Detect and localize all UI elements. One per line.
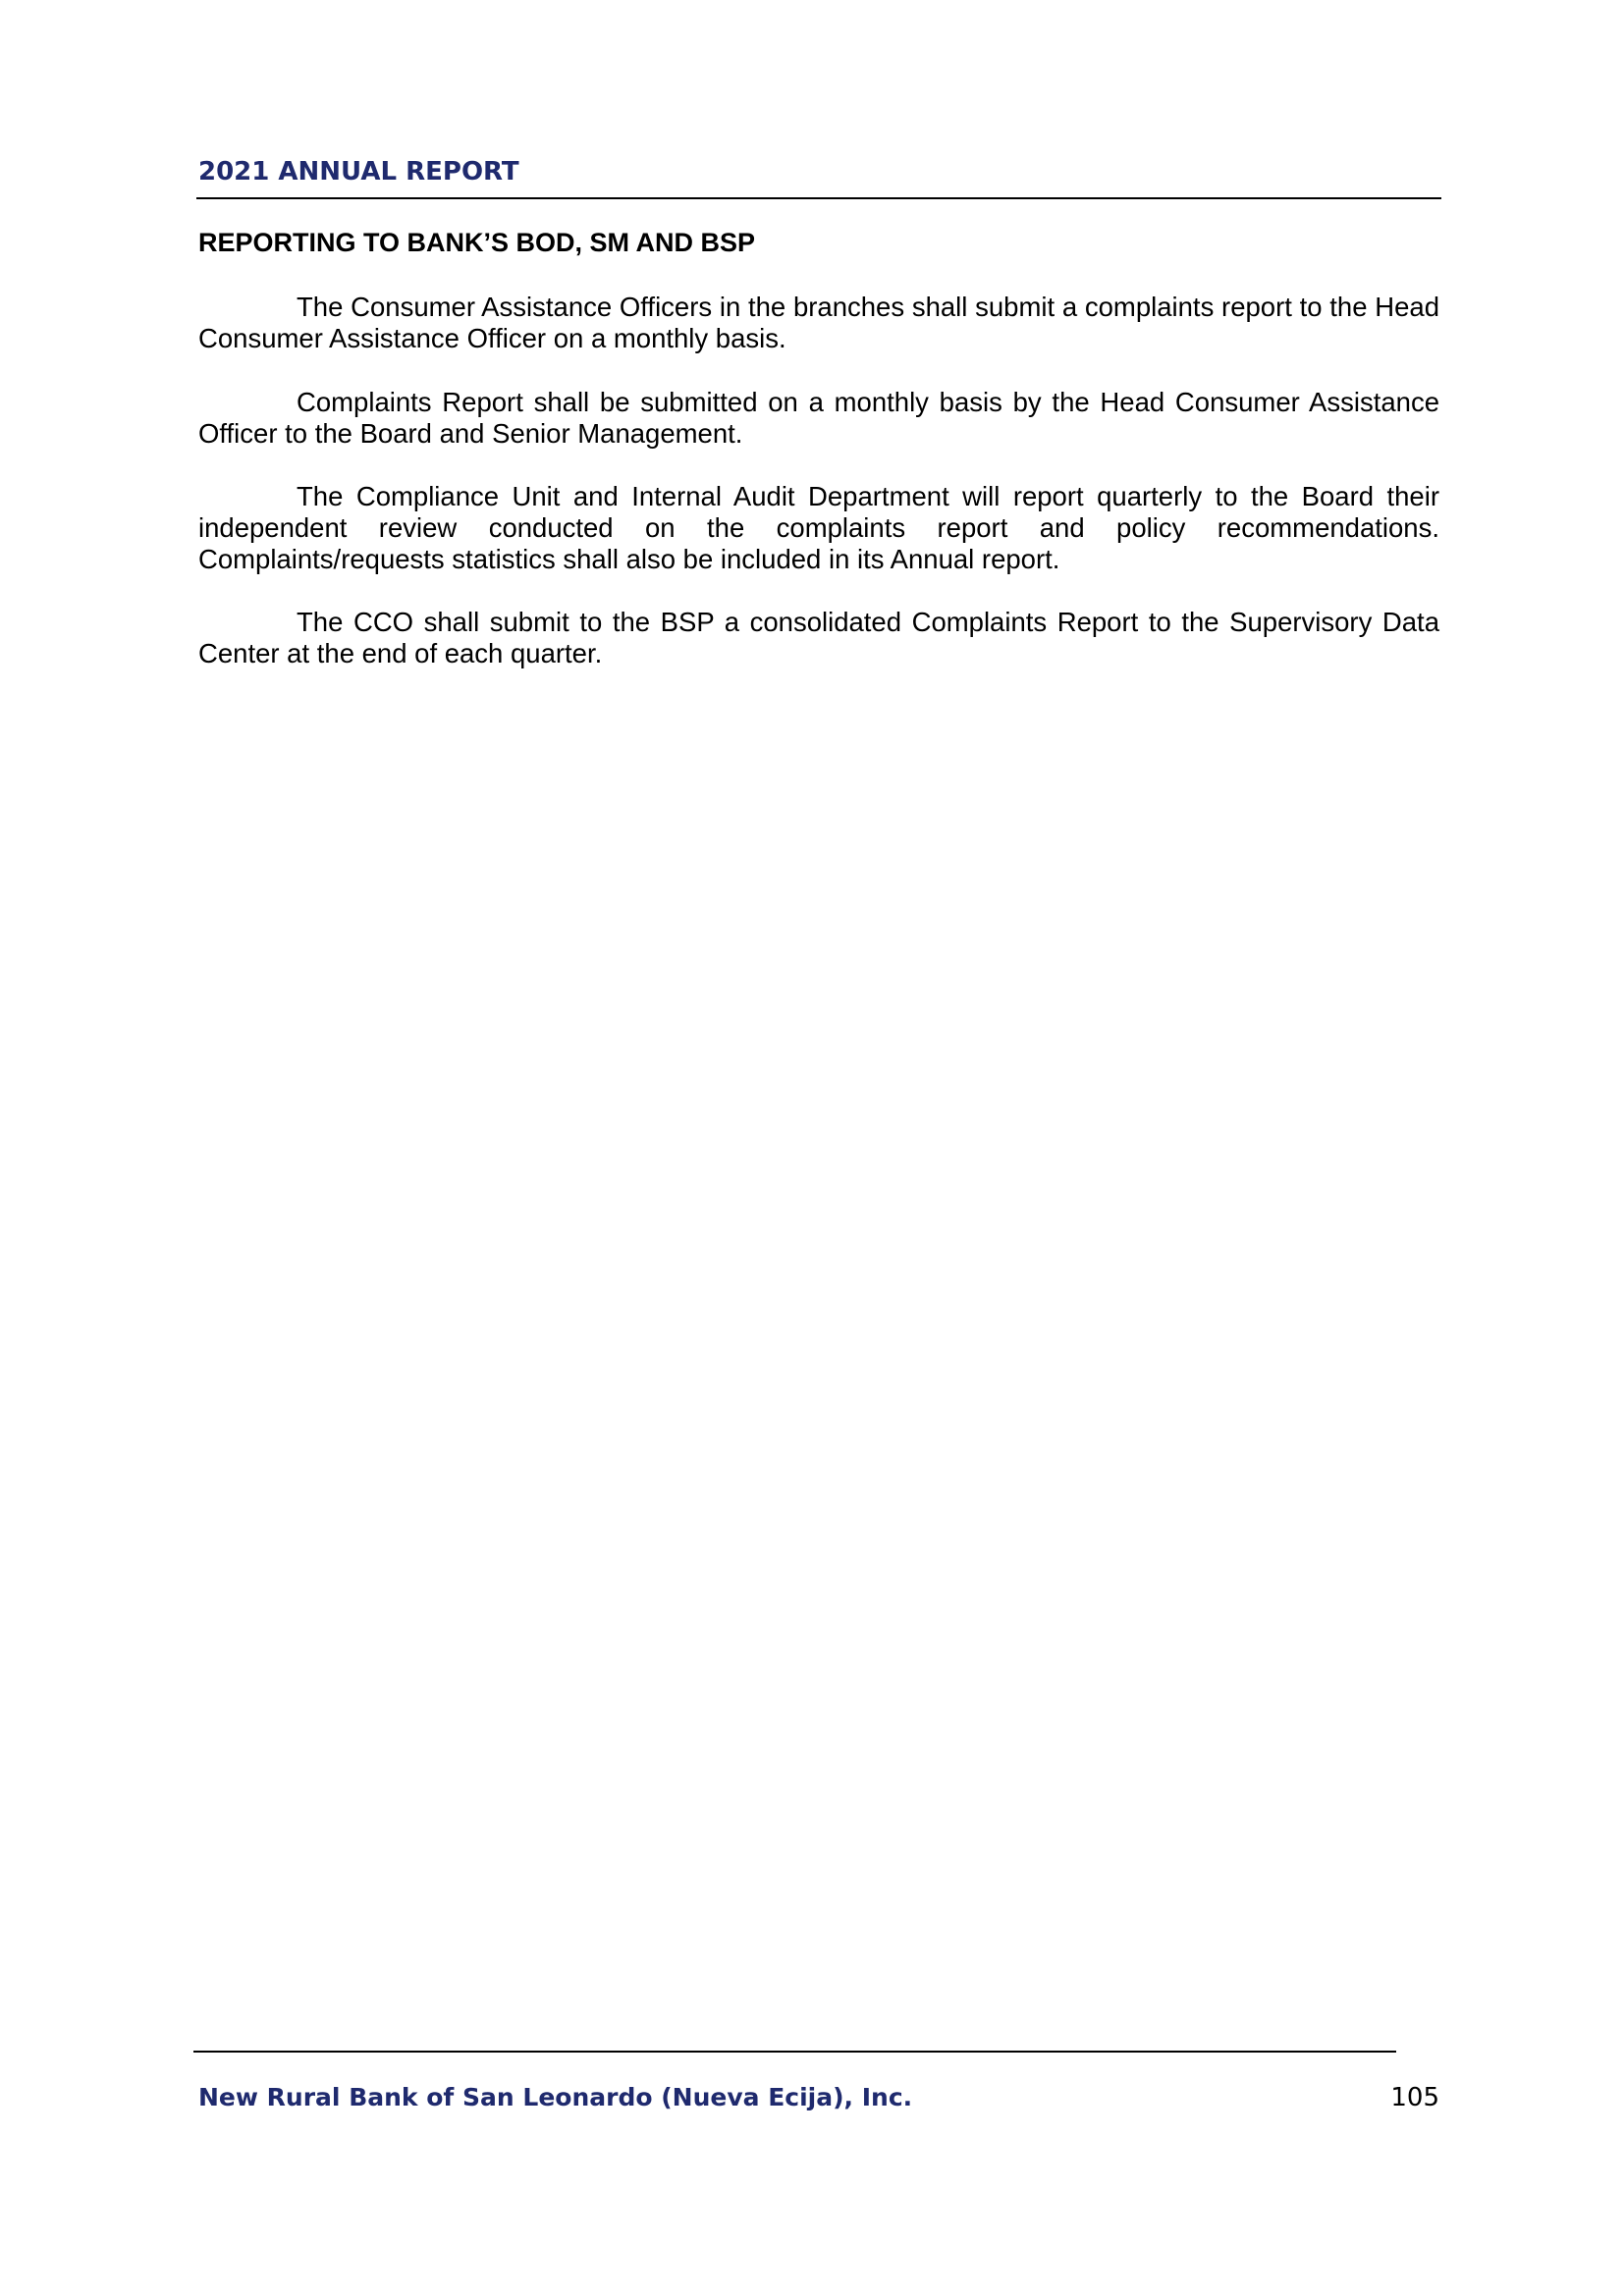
- header-divider: [196, 197, 1441, 199]
- section-heading: REPORTING TO BANK’S BOD, SM AND BSP: [198, 228, 756, 257]
- report-header-title: 2021 ANNUAL REPORT: [198, 157, 519, 187]
- paragraph-1: The Consumer Assistance Officers in the branches shall submit a complaints report to the Head Consumer Assistance Officer on a monthly basis.: [198, 292, 1439, 353]
- page-number: 105: [1390, 2083, 1439, 2112]
- paragraph-3: The Compliance Unit and Internal Audit Department will report quarterly to the Board their independent review conducted on the complaints report and policy recommendations. Complaints/requests statistics shall also be included in its Annual report.: [198, 481, 1439, 574]
- paragraph-4: The CCO shall submit to the BSP a consolidated Complaints Report to the Supervisory Data Center at the end of each quarter.: [198, 607, 1439, 668]
- footer-bank-name: New Rural Bank of San Leonardo (Nueva Ecija), Inc.: [198, 2083, 913, 2111]
- footer-divider: [193, 2051, 1396, 2053]
- paragraph-2: Complaints Report shall be submitted on a monthly basis by the Head Consumer Assistance Officer to the Board and Senior Management.: [198, 387, 1439, 449]
